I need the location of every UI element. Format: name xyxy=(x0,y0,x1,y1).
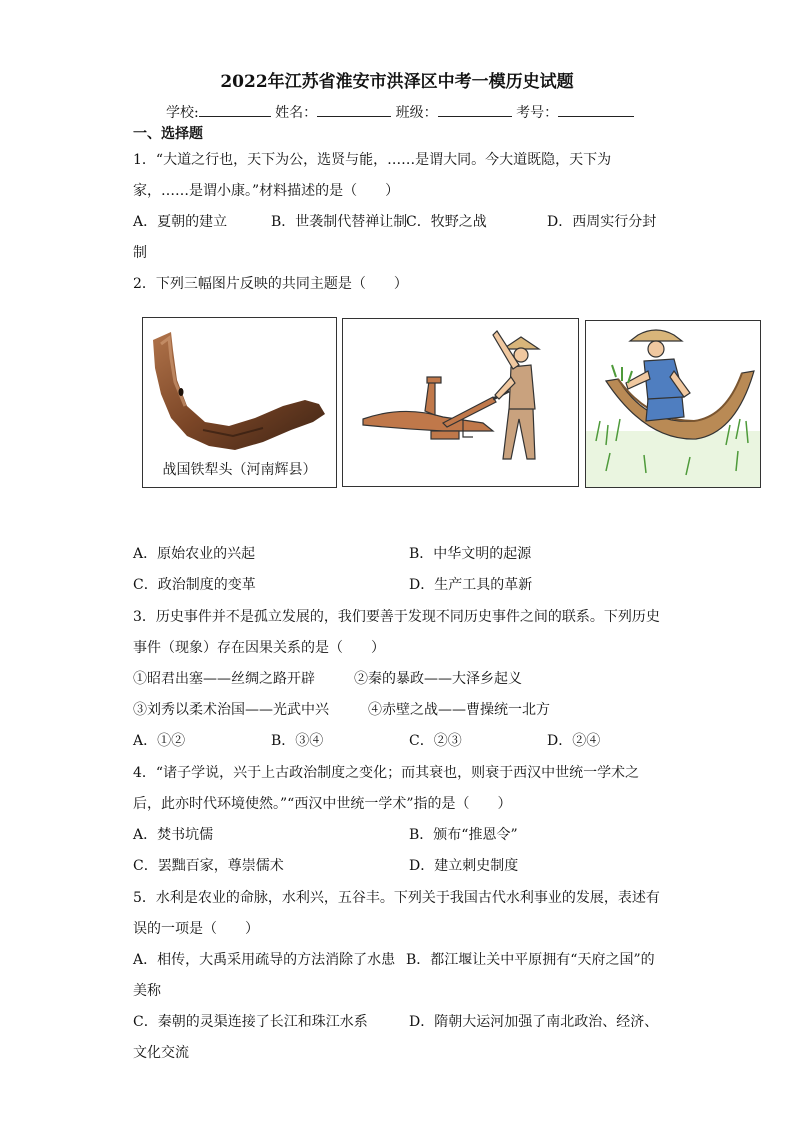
q5-stem-line1: 5．水利是农业的命脉，水利兴，五谷丰。下列关于我国古代水利事业的发展，表述有 xyxy=(133,890,660,906)
section-heading: 一、选择题 xyxy=(133,126,203,142)
farmer-in-boat-image xyxy=(585,320,761,488)
q4-option-a: A．焚书坑儒 xyxy=(133,827,214,843)
class-label: 班级： xyxy=(395,105,438,121)
q5-option-b: B．都江堰让关中平原拥有“天府之国”的 xyxy=(406,952,655,968)
q3-option-b: B．③④ xyxy=(271,733,324,749)
q4-stem-line1: 4．“诸子学说，兴于上古政治制度之变化；而其衰也，则衰于西汉中世统一学术之 xyxy=(133,765,640,781)
q2-option-a: A．原始农业的兴起 xyxy=(133,546,256,562)
q3-option-c: C．②③ xyxy=(409,733,462,749)
q2-option-d: D．生产工具的革新 xyxy=(409,577,533,593)
q1-option-b: B．世袭制代替禅让制 xyxy=(271,214,408,230)
q1-option-d: D．西周实行分封 xyxy=(547,214,657,230)
q5-stem-line2: 误的一项是（ ） xyxy=(133,921,259,937)
q2-option-c: C．政治制度的变革 xyxy=(133,577,256,593)
class-blank xyxy=(438,104,512,117)
q1-option-a: A．夏朝的建立 xyxy=(133,214,228,230)
exam-number-blank xyxy=(558,104,634,117)
q3-option-a: A．①② xyxy=(133,733,186,749)
q4-option-c: C．罢黜百家，尊崇儒术 xyxy=(133,858,284,874)
school-blank xyxy=(199,104,271,117)
q3-item-4: ④赤壁之战——曹操统一北方 xyxy=(368,702,550,718)
q3-item-2: ②秦的暴政——大泽乡起义 xyxy=(354,671,522,687)
q5-option-a: A．相传，大禹采用疏导的方法消除了水患 xyxy=(133,952,396,968)
exam-number-label: 考号： xyxy=(516,105,559,121)
ploughing-man-image xyxy=(342,318,579,487)
iron-plough-head-image xyxy=(142,317,337,488)
q4-option-d: D．建立刺史制度 xyxy=(409,858,519,874)
q3-stem-line1: 3．历史事件并不是孤立发展的，我们要善于发现不同历史事件之间的联系。下列历史 xyxy=(133,609,660,625)
name-label: 姓名： xyxy=(275,105,318,121)
school-label: 学校: xyxy=(166,105,199,121)
q1-option-c: C．牧野之战 xyxy=(406,214,487,230)
q3-item-1: ①昭君出塞——丝绸之路开辟 xyxy=(133,671,315,687)
q1-option-d-continued: 制 xyxy=(133,245,147,261)
q5-option-b-continued: 美称 xyxy=(133,983,161,999)
iron-plough-caption: 战国铁犁头（河南辉县） xyxy=(162,462,317,478)
q5-option-d: D．隋朝大运河加强了南北政治、经济、 xyxy=(409,1014,659,1030)
q4-stem-line2: 后，此亦时代环境使然。”“西汉中世统一学术”指的是（ ） xyxy=(133,796,512,812)
q3-option-d: D．②④ xyxy=(547,733,601,749)
name-blank xyxy=(317,104,391,117)
q2-option-b: B．中华文明的起源 xyxy=(409,546,532,562)
q5-option-d-continued: 文化交流 xyxy=(133,1045,189,1061)
page-title: 2022年江苏省淮安市洪泽区中考一模历史试题 xyxy=(220,72,574,92)
farmer-boat-illustration xyxy=(586,321,760,487)
plough-man-illustration xyxy=(343,319,578,486)
student-info-line xyxy=(166,104,634,121)
q5-option-c: C．秦朝的灵渠连接了长江和珠江水系 xyxy=(133,1014,368,1030)
q1-stem-line1: 1．“大道之行也，天下为公，选贤与能，……是谓大同。今大道既隐，天下为 xyxy=(133,152,612,168)
q2-stem: 2．下列三幅图片反映的共同主题是（ ） xyxy=(133,276,408,292)
q1-stem-line2: 家，……是谓小康。”材料描述的是（ ） xyxy=(133,183,400,199)
q3-stem-line2: 事件（现象）存在因果关系的是（ ） xyxy=(133,640,385,656)
q3-item-3: ③刘秀以柔术治国——光武中兴 xyxy=(133,702,329,718)
q4-option-b: B．颁布“推恩令” xyxy=(409,827,518,843)
